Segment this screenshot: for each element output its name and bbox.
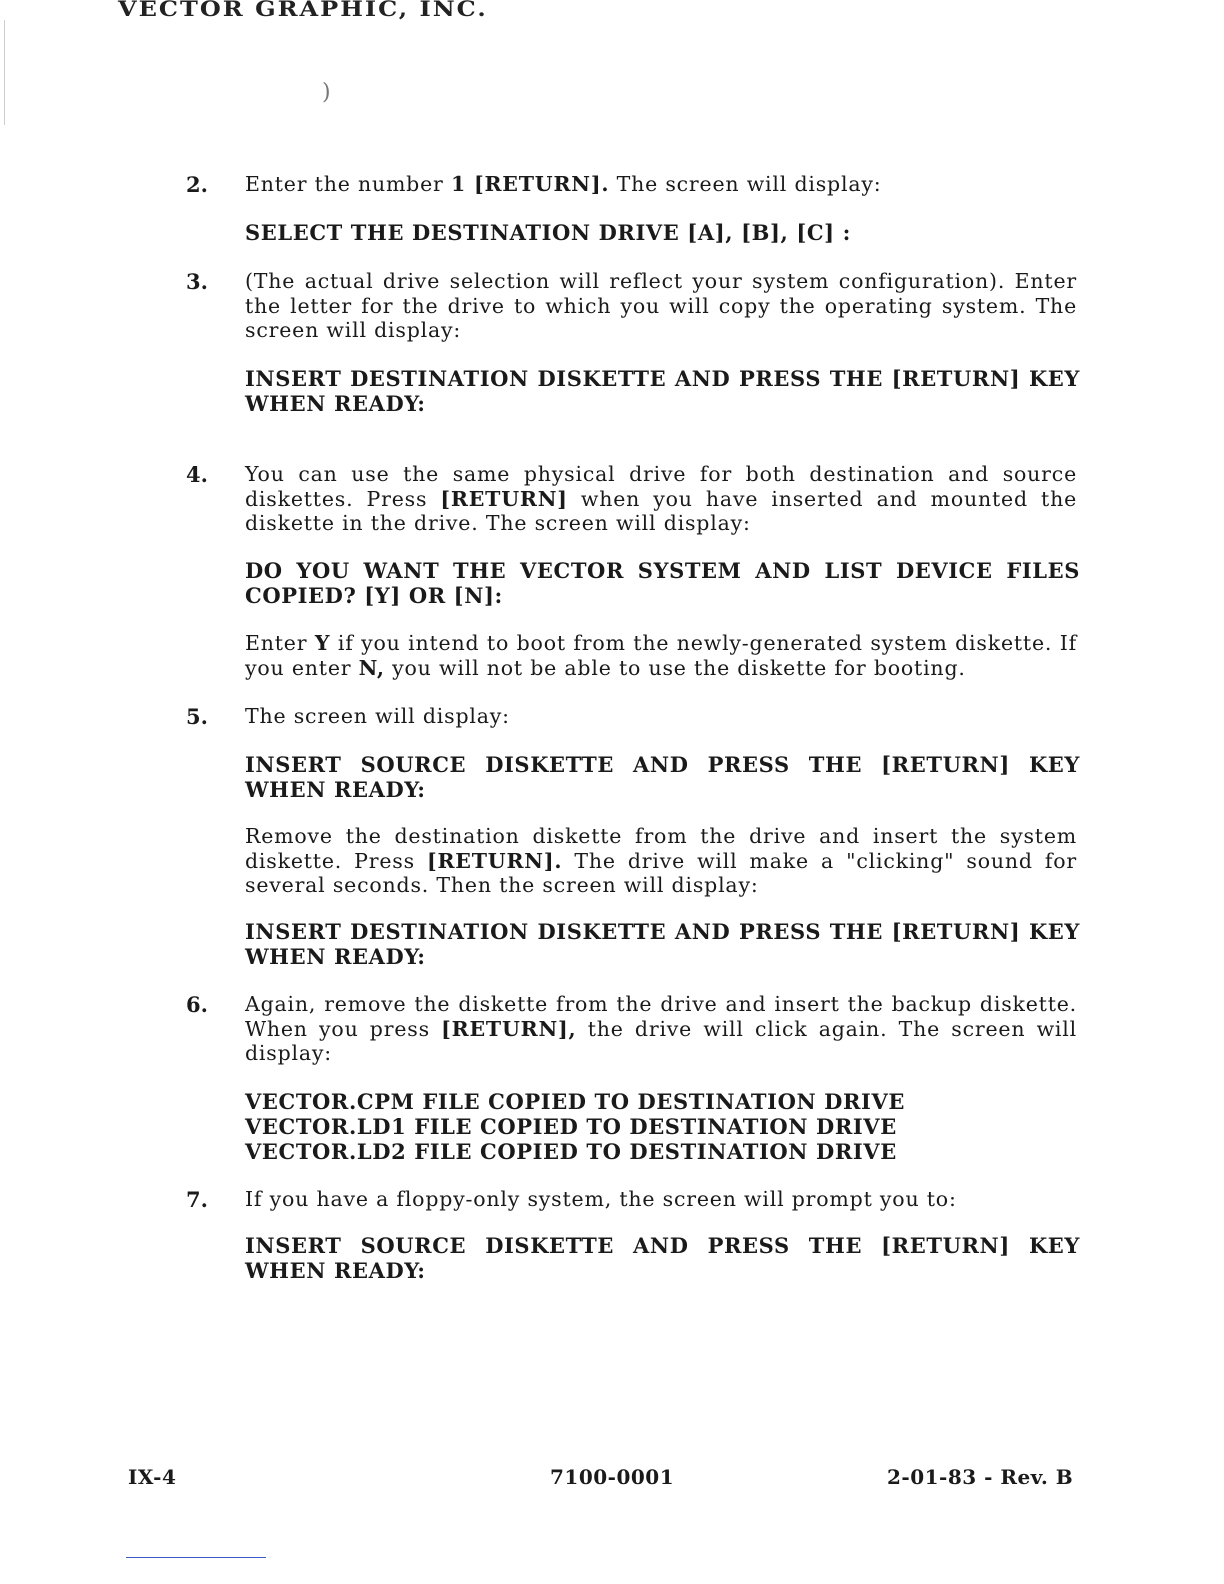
- document-number: 7100-0001: [550, 1465, 675, 1489]
- screen-output: INSERT DESTINATION DISKETTE AND PRESS THE [RETURN] KEY WHEN READY:: [245, 366, 1080, 416]
- step-number: 7.: [186, 1187, 208, 1212]
- step-4-text: You can use the same physical drive for both destination and source diskettes. Press [RETURN] when you have inserted and mounted the diskette in the drive. The screen will display:: [245, 462, 1077, 535]
- step-3-text: (The actual drive selection will reflect your system configuration). Enter the letter for the drive to which you will copy the operating system. The screen will display:: [245, 269, 1077, 342]
- step-6-text: Again, remove the diskette from the drive and insert the backup diskette. When you press [RETURN], the drive will click again. The screen will display:: [245, 992, 1077, 1065]
- step-7-text: If you have a floppy-only system, the screen will prompt you to:: [245, 1187, 957, 1211]
- step-number: 2.: [186, 172, 208, 197]
- step-2-text: Enter the number 1 [RETURN]. The screen will display:: [245, 172, 882, 196]
- screen-line: VECTOR.CPM FILE COPIED TO DESTINATION DRIVE: [245, 1089, 905, 1114]
- step-number: 3.: [186, 269, 208, 294]
- revision-date: 2-01-83 - Rev. B: [887, 1465, 1074, 1489]
- screen-line: VECTOR.LD2 FILE COPIED TO DESTINATION DRIVE: [245, 1139, 897, 1164]
- scan-artifact: ): [322, 80, 331, 105]
- screen-output: [245, 1089, 1080, 1164]
- footer-rule: [126, 1557, 266, 1558]
- step-5-note: Remove the destination diskette from the drive and insert the system diskette. Press [RETURN]. The drive will make a "clicking" sound for several seconds. Then the screen will display:: [245, 824, 1077, 897]
- screen-output: INSERT SOURCE DISKETTE AND PRESS THE [RETURN] KEY WHEN READY:: [245, 752, 1080, 802]
- screen-output: INSERT DESTINATION DISKETTE AND PRESS THE [RETURN] KEY WHEN READY:: [245, 919, 1080, 969]
- page-number: IX-4: [128, 1465, 177, 1489]
- screen-output: DO YOU WANT THE VECTOR SYSTEM AND LIST DEVICE FILES COPIED? [Y] OR [N]:: [245, 558, 1080, 608]
- step-number: 5.: [186, 704, 208, 729]
- screen-output: INSERT SOURCE DISKETTE AND PRESS THE [RETURN] KEY WHEN READY:: [245, 1233, 1080, 1283]
- screen-line: VECTOR.LD1 FILE COPIED TO DESTINATION DRIVE: [245, 1114, 897, 1139]
- step-number: 4.: [186, 462, 208, 487]
- step-5-text: The screen will display:: [245, 704, 510, 728]
- screen-output: SELECT THE DESTINATION DRIVE [A], [B], [C] :: [245, 220, 851, 245]
- step-number: 6.: [186, 992, 208, 1017]
- scan-edge-line: [4, 20, 5, 125]
- step-4-note: Enter Y if you intend to boot from the newly-generated system diskette. If you enter N, you will not be able to use the diskette for booting.: [245, 631, 1078, 680]
- running-header: VECTOR GRAPHIC, INC.: [118, 0, 488, 22]
